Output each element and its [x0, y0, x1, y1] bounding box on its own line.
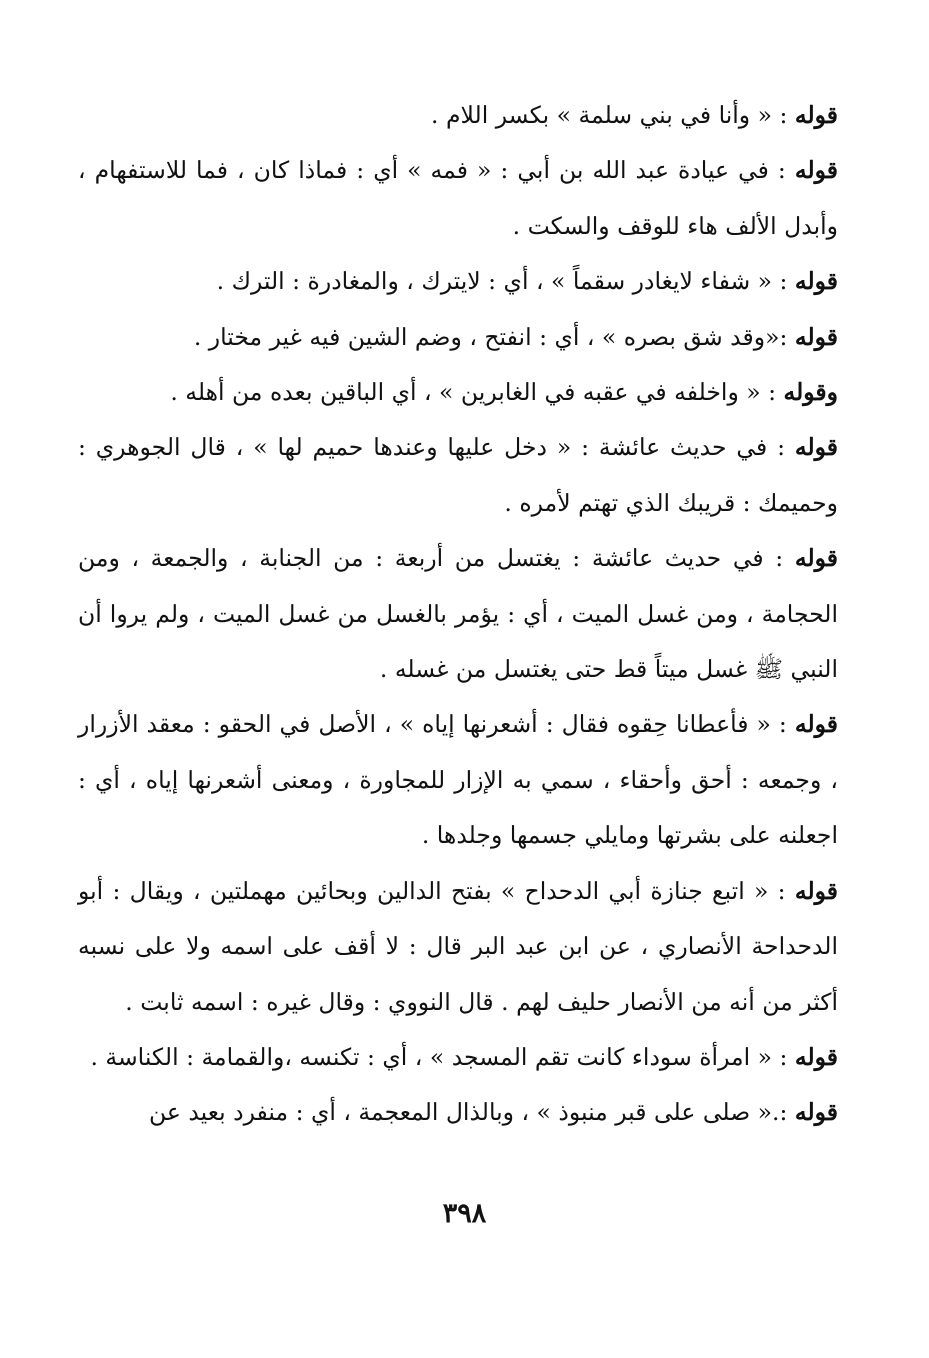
paragraph-7 — [78, 531, 838, 697]
paragraph-11 — [78, 1085, 838, 1140]
paragraph-label: قوله — [794, 322, 838, 351]
paragraph-text: : في حديث عائشة : يغتسل من أربعة : من الجنابة ، والجمعة ، ومن الحجامة ، ومن غسل الميت ، أي : يؤمر بالغسل من غسل الميت ، ولم يروا أن النبي ﷺ غسل ميتاً قط حتى يغتسل من غسله . — [78, 544, 838, 684]
paragraph-1 — [78, 88, 838, 143]
paragraph-label: قوله — [794, 1042, 838, 1071]
paragraph-text: : « اتبع جنازة أبي الدحداح » بفتح الدالين وبحائين مهملتين ، ويقال : أبو الدحداحة الأنصاري ، عن ابن عبد البر قال : لا أقف على اسمه ولا على نسبه أكثر من أنه من الأنصار حليف لهم . قال النووي : وقال غيره : اسمه ثابت . — [78, 876, 838, 1016]
paragraph-text: :«وقد شق بصره » ، أي : انفتح ، وضم الشين فيه غير مختار . — [193, 322, 795, 351]
paragraph-label: قوله — [794, 876, 838, 905]
paragraph-text: : في حديث عائشة : « دخل عليها وعندها حميم لها » ، قال الجوهري : وحميمك : قريبك الذي تهتم لأمره . — [78, 433, 838, 517]
page-number: ٣٩٨ — [442, 1198, 487, 1229]
paragraph-text: :.« صلى على قبر منبوذ » ، وبالذال المعجمة ، أي : منفرد بعيد عن — [148, 1098, 795, 1127]
paragraph-label: قوله — [794, 1098, 838, 1127]
paragraph-6 — [78, 420, 838, 531]
paragraph-4 — [78, 310, 838, 365]
paragraph-3 — [78, 254, 838, 309]
page-body — [78, 88, 838, 1141]
paragraph-label: قوله — [794, 267, 838, 296]
paragraph-label: قوله — [794, 544, 838, 573]
paragraph-label: وقوله — [783, 378, 838, 407]
paragraph-text: : « واخلفه في عقبه في الغابرين » ، أي الباقين بعده من أهله . — [170, 378, 784, 407]
paragraph-5 — [78, 365, 838, 420]
paragraph-label: قوله — [794, 433, 838, 462]
paragraph-text: : « شفاء لايغادر سقماً » ، أي : لايترك ، والمغادرة : الترك . — [216, 267, 795, 296]
paragraph-2 — [78, 143, 838, 254]
paragraph-label: قوله — [794, 710, 838, 739]
paragraph-text: : « فأعطانا حِقوه فقال : أشعرنها إياه » ، الأصل في الحقو : معقد الأزرار ، وجمعه : أحق وأحقاء ، سمي به الإزار للمجاورة ، ومعنى أشعرنها إياه ، أي : اجعلنه على بشرتها ومايلي جسمها وجلدها . — [78, 710, 838, 850]
paragraph-text: : « امرأة سوداء كانت تقم المسجد » ، أي : تكنسه ،والقمامة : الكناسة . — [90, 1042, 795, 1071]
paragraph-9 — [78, 864, 838, 1030]
paragraph-text: : « وأنا في بني سلمة » بكسر اللام . — [431, 101, 795, 129]
paragraph-8 — [78, 697, 838, 863]
paragraph-label: قوله — [794, 101, 838, 129]
paragraph-label: قوله — [794, 156, 839, 185]
paragraph-10 — [78, 1030, 838, 1085]
paragraph-text: : في عيادة عبد الله بن أبي : « فمه » أي : فماذا كان ، فما للاستفهام ، وأبدل الألف هاء للوقف والسكت . — [78, 156, 838, 240]
